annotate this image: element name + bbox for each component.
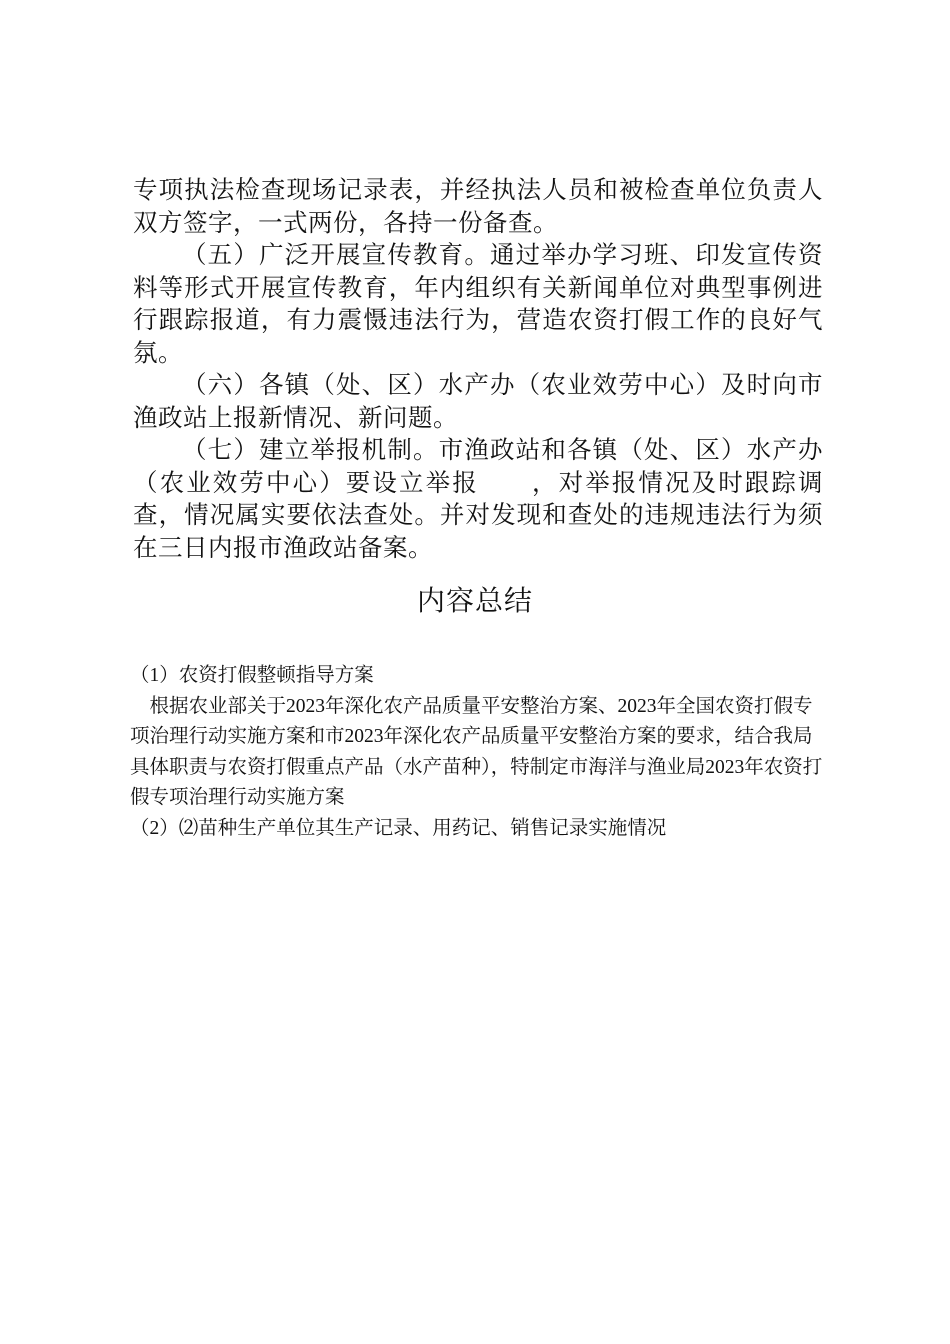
paragraph-whistleblow: （七）建立举报机制。市渔政站和各镇（处、区）水产办（农业效劳中心）要设立举报 ，对举报情况及时跟踪调查，情况属实要依法查处。并对发现和查处的违规违法行为须在三日内报市渔政站备案。 <box>133 435 823 562</box>
paragraph-publicity: （五）广泛开展宣传教育。通过举办学习班、印发宣传资料等形式开展宣传教育，年内组织有关新闻单位对典型事例进行跟踪报道，有力震慑违法行为，营造农资打假工作的良好气氛。 <box>133 240 823 367</box>
summary-section <box>130 661 830 844</box>
summary-item-2: （2）⑵苗种生产单位其生产记录、用药记、销售记录实施情况 <box>130 817 667 839</box>
summary-title: 内容总结 <box>416 584 533 617</box>
document-body <box>133 174 823 564</box>
summary-item-1-text: 根据农业部关于2023年深化农产品质量平安整治方案、2023年全国农资打假专项治理行动实施方案和市2023年深化农产品质量平安整治方案的要求，结合我局具体职责与农资打假重点产品（水产苗种），特制定市海洋与渔业局2023年农资打假专项治理行动实施方案 <box>130 695 823 808</box>
summary-item-1-heading: （1）农资打假整顿指导方案 <box>130 665 374 686</box>
paragraph-reporting: （六）各镇（处、区）水产办（农业效劳中心）及时向市渔政站上报新情况、新问题。 <box>133 370 823 432</box>
paragraph-continuation: 专项执法检查现场记录表，并经执法人员和被检查单位负责人双方签字，一式两份，各持一份备查。 <box>133 175 823 237</box>
